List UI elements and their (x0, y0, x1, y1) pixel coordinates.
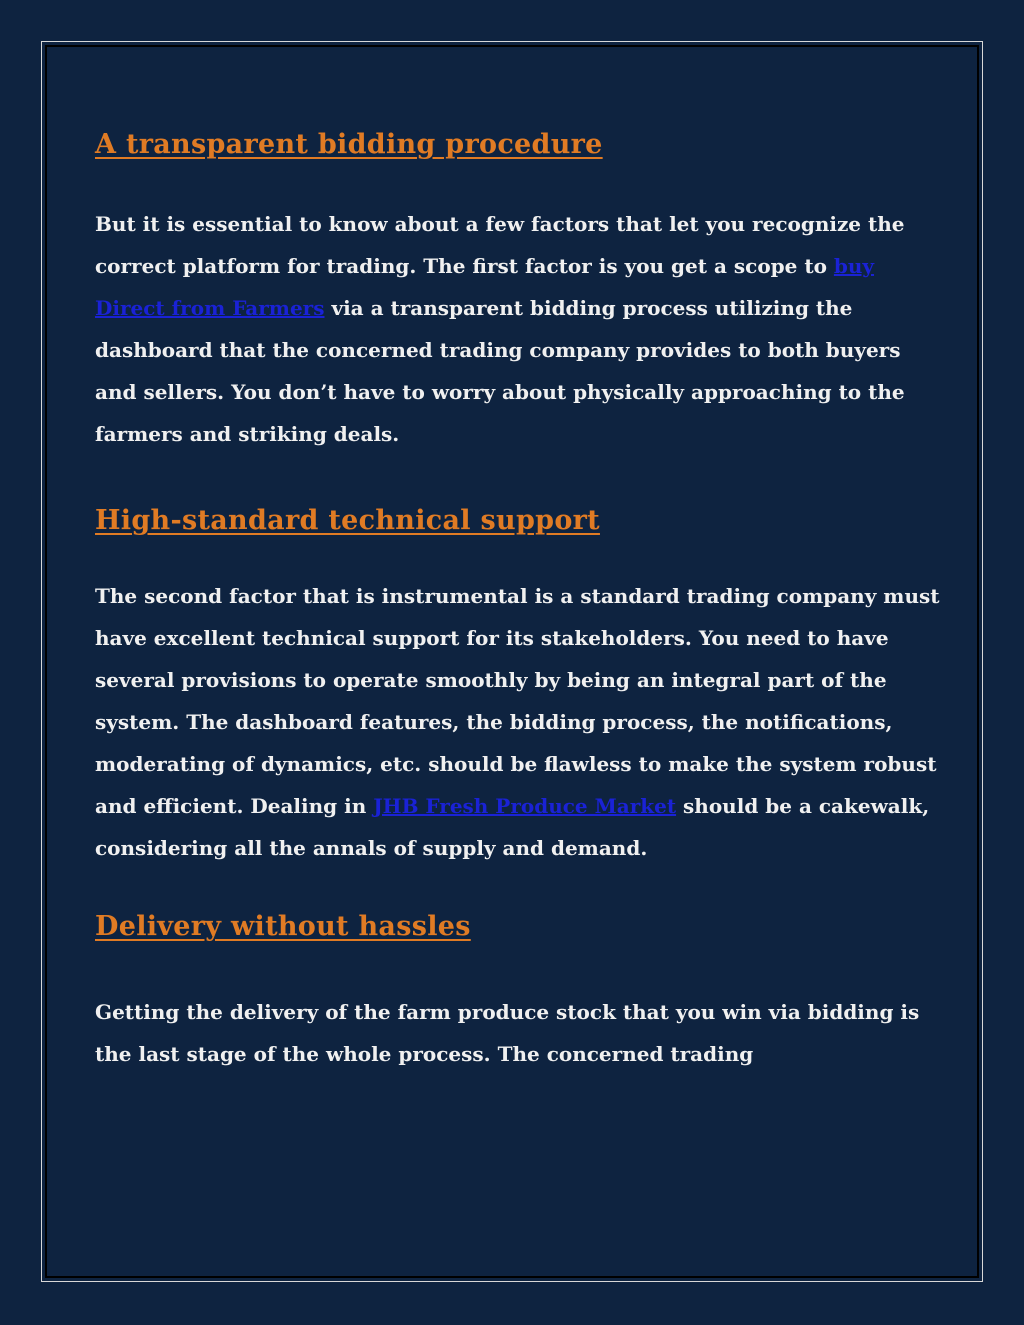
section-paragraph-delivery: Getting the delivery of the farm produce stock that you win via bidding is the last stage of the whole process. The concerned trading (95, 1000, 920, 1066)
section-heading-delivery: Delivery without hassles (95, 911, 471, 942)
paragraph-text: The second factor that is instrumental is a standard trading company must have excellent technical support for its stakeholders. You need to have several provisions to operate smoothly by being an integral part of the system. The dashboard features, the bidding process, the notifications, moderating of dynamics, etc. should be flawless to make the system robust and efficient. Dealing in (95, 584, 940, 818)
paragraph-text: But it is essential to know about a few factors that let you recognize the correct platform for trading. The first factor is you get a scope to (95, 212, 905, 278)
page-inner (45, 45, 979, 1278)
page-frame (41, 41, 983, 1282)
section-heading-technical-support: High-standard technical support (95, 505, 600, 536)
paragraph-text: should be a cakewalk, considering all the annals of supply and demand. (95, 794, 930, 860)
document-content (95, 125, 940, 1075)
section-paragraph-bidding (95, 203, 940, 455)
section-paragraph-technical-support (95, 575, 940, 869)
section-heading-bidding: A transparent bidding procedure (95, 129, 603, 160)
paragraph-text: via a transparent bidding process utilizing the dashboard that the concerned trading company provides to both buyers and sellers. You don’t have to worry about physically approaching to the farmers and striking deals. (95, 296, 905, 446)
link-jhb-fresh-produce-market[interactable]: JHB Fresh Produce Market (373, 794, 677, 818)
link-buy-direct-from-farmers[interactable]: buy Direct from Farmers (95, 254, 875, 320)
